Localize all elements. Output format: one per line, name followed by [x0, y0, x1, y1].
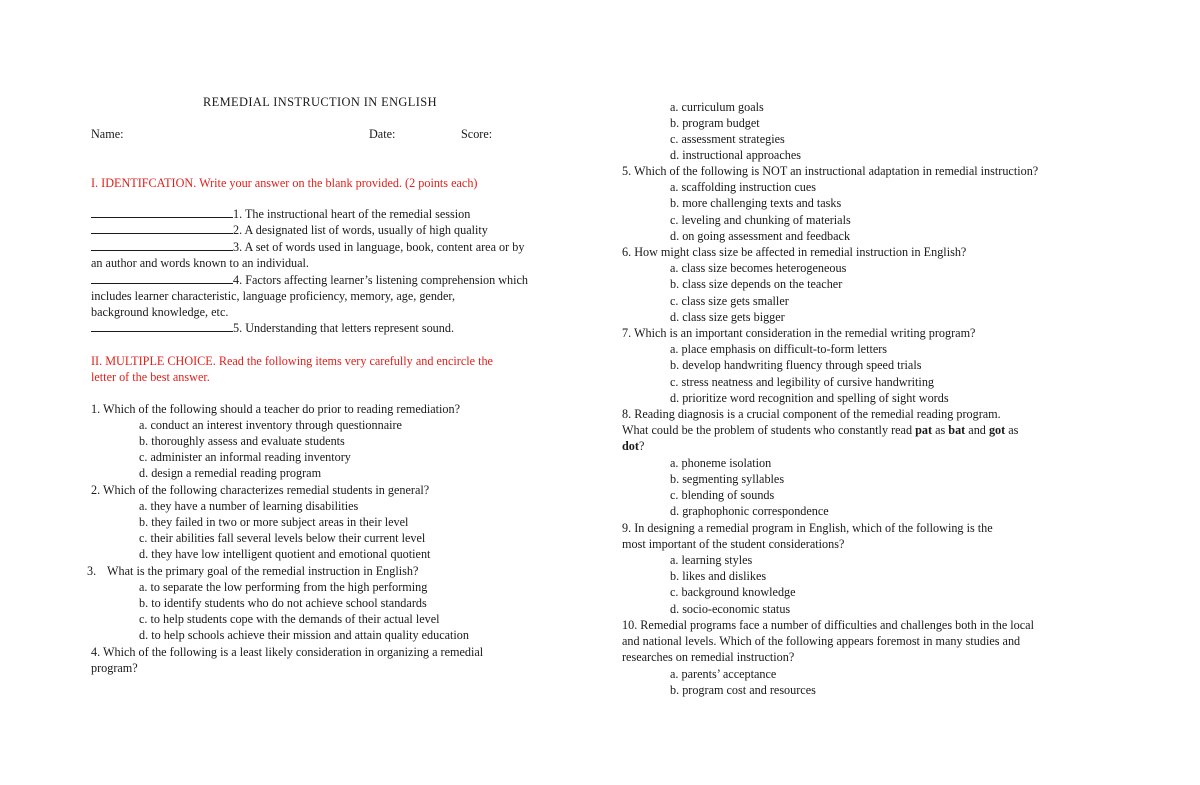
answer-choice[interactable]: d. on going assessment and feedback [670, 229, 851, 243]
identification-item: 4. Factors affecting learner’s listening comprehension which [91, 272, 528, 288]
answer-choice[interactable]: a. conduct an interest inventory through questionnaire [139, 418, 402, 432]
answer-blank[interactable] [91, 222, 233, 234]
answer-choice[interactable]: b. to identify students who do not achieve school standards [139, 596, 427, 610]
question-text: 1. Which of the following should a teacher do prior to reading remediation? [91, 402, 461, 416]
question-text: 7. Which is an important consideration in the remedial writing program? [622, 326, 976, 340]
question-text-continuation: researches on remedial instruction? [622, 650, 795, 664]
answer-choice[interactable]: b. program cost and resources [670, 683, 816, 697]
word-dot: dot [622, 439, 639, 453]
answer-choice[interactable]: d. socio-economic status [670, 602, 791, 616]
word-pat: pat [915, 423, 933, 437]
section-identification-heading: I. IDENTIFCATION. Write your answer on the blank provided. (2 points each) [91, 176, 478, 190]
answer-choice[interactable]: b. likes and dislikes [670, 569, 767, 583]
question-number: 3. [87, 564, 97, 578]
answer-choice[interactable]: c. class size gets smaller [670, 294, 789, 308]
question-text: 8. Reading diagnosis is a crucial component of the remedial reading program. [622, 407, 1001, 421]
answer-choice[interactable]: a. place emphasis on difficult-to-form letters [670, 342, 888, 356]
answer-blank[interactable] [91, 239, 233, 251]
answer-choice[interactable]: c. their abilities fall several levels below their current level [139, 531, 426, 545]
answer-choice[interactable]: d. instructional approaches [670, 148, 801, 162]
answer-choice[interactable]: a. phoneme isolation [670, 456, 772, 470]
question-text: 2. Which of the following characterizes remedial students in general? [91, 483, 430, 497]
identification-item-continuation: background knowledge, etc. [91, 305, 229, 319]
name-label: Name: [91, 127, 124, 141]
question-text-continuation: dot? [622, 439, 645, 453]
answer-blank[interactable] [91, 206, 233, 218]
question-text: 4. Which of the following is a least likely consideration in organizing a remedial [91, 645, 484, 659]
answer-choice[interactable]: d. design a remedial reading program [139, 466, 322, 480]
answer-choice[interactable]: c. blending of sounds [670, 488, 775, 502]
question-text: 5. Which of the following is NOT an instructional adaptation in remedial instruction? [622, 164, 1039, 178]
answer-choice[interactable]: a. they have a number of learning disabilities [139, 499, 359, 513]
section-multiple-choice-heading: II. MULTIPLE CHOICE. Read the following items very carefully and encircle the [91, 354, 493, 368]
answer-choice[interactable]: b. segmenting syllables [670, 472, 785, 486]
identification-item: 5. Understanding that letters represent sound. [91, 320, 454, 336]
answer-choice[interactable]: c. to help students cope with the demands of their actual level [139, 612, 440, 626]
identification-item: 1. The instructional heart of the remedial session [91, 206, 470, 222]
identification-item-continuation: an author and words known to an individual. [91, 256, 309, 270]
question-text-continuation: most important of the student considerations? [622, 537, 845, 551]
answer-choice[interactable]: c. leveling and chunking of materials [670, 213, 851, 227]
score-label: Score: [461, 127, 493, 141]
answer-choice[interactable]: a. scaffolding instruction cues [670, 180, 816, 194]
question-text-continuation: and national levels. Which of the following appears foremost in many studies and [622, 634, 1021, 648]
answer-choice[interactable]: c. assessment strategies [670, 132, 785, 146]
document-title: REMEDIAL INSTRUCTION IN ENGLISH [203, 95, 437, 109]
answer-choice[interactable]: a. parents’ acceptance [670, 667, 777, 681]
answer-blank[interactable] [91, 320, 233, 332]
identification-item: 2. A designated list of words, usually of high quality [91, 222, 488, 238]
word-got: got [988, 423, 1006, 437]
answer-choice[interactable]: a. curriculum goals [670, 100, 764, 114]
answer-choice[interactable]: a. class size becomes heterogeneous [670, 261, 847, 275]
answer-choice[interactable]: a. to separate the low performing from the high performing [139, 580, 428, 594]
question-text: 9. In designing a remedial program in English, which of the following is the [622, 521, 993, 535]
section-multiple-choice-heading: letter of the best answer. [91, 370, 210, 384]
answer-choice[interactable]: d. graphophonic correspondence [670, 504, 829, 518]
question-text: 10. Remedial programs face a number of difficulties and challenges both in the local [622, 618, 1034, 632]
answer-choice[interactable]: d. prioritize word recognition and spelling of sight words [670, 391, 949, 405]
answer-choice[interactable]: d. to help schools achieve their mission and attain quality education [139, 628, 469, 642]
answer-choice[interactable]: b. develop handwriting fluency through speed trials [670, 358, 922, 372]
question-text-continuation: program? [91, 661, 138, 675]
word-bat: bat [948, 423, 966, 437]
question-text: 6. How might class size be affected in remedial instruction in English? [622, 245, 967, 259]
question-text-continuation: What could be the problem of students who constantly read pat as bat and got as [622, 423, 1019, 437]
answer-choice[interactable]: b. class size depends on the teacher [670, 277, 843, 291]
answer-choice[interactable]: c. administer an informal reading inventory [139, 450, 351, 464]
answer-choice[interactable]: a. learning styles [670, 553, 753, 567]
date-label: Date: [369, 127, 396, 141]
answer-choice[interactable]: c. stress neatness and legibility of cursive handwriting [670, 375, 935, 389]
identification-item: 3. A set of words used in language, book, content area or by [91, 239, 524, 255]
identification-item-continuation: includes learner characteristic, language proficiency, memory, age, gender, [91, 289, 456, 303]
answer-choice[interactable]: d. they have low intelligent quotient and emotional quotient [139, 547, 431, 561]
answer-choice[interactable]: b. they failed in two or more subject areas in their level [139, 515, 409, 529]
question-text: What is the primary goal of the remedial instruction in English? [107, 564, 419, 578]
answer-choice[interactable]: b. thoroughly assess and evaluate students [139, 434, 345, 448]
answer-choice[interactable]: d. class size gets bigger [670, 310, 785, 324]
answer-blank[interactable] [91, 272, 233, 284]
answer-choice[interactable]: b. program budget [670, 116, 760, 130]
answer-choice[interactable]: b. more challenging texts and tasks [670, 196, 842, 210]
answer-choice[interactable]: c. background knowledge [670, 585, 796, 599]
